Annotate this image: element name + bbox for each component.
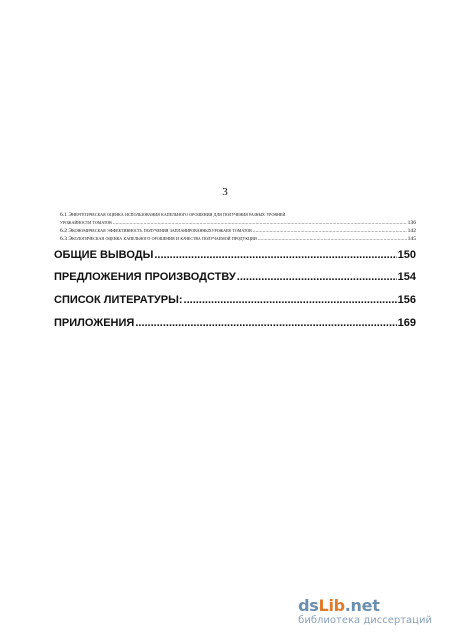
toc-item-bibliography: [54, 294, 416, 307]
watermark-logo-prefix: ds: [298, 596, 319, 615]
toc-page-number: 150: [397, 249, 416, 261]
toc-item-label: ПРЕДЛОЖЕНИЯ ПРОИЗВОДСТВУ: [54, 271, 236, 283]
toc-dot-leader: [253, 227, 407, 235]
toc-page-number: 136: [407, 220, 416, 226]
toc-subitem-6-1-line1: 6.1 Энергетическая оценка использования капельного орошения для получения разных уровней: [60, 212, 286, 218]
toc-dot-leader: [258, 235, 407, 243]
toc-subitem-label: 6.3 Экологическая оценка капельного орошения и качества получаемой продукции: [60, 236, 257, 242]
toc-dot-leader: [184, 294, 397, 307]
toc-subitem-6-3: [60, 235, 416, 243]
toc-page-number: 169: [397, 317, 416, 329]
watermark-logo-suffix: .net: [344, 596, 380, 615]
watermark-logo: [298, 598, 432, 614]
toc-page-number: 156: [397, 294, 416, 306]
toc-item-label: ПРИЛОЖЕНИЯ: [54, 317, 135, 329]
table-of-contents: [54, 211, 416, 330]
toc-item-appendices: [54, 317, 416, 330]
toc-page-number: 154: [397, 271, 416, 283]
toc-dot-leader: [154, 249, 396, 262]
watermark-caption: библиотека диссертаций: [298, 615, 432, 626]
toc-item-production-proposals: [54, 271, 416, 284]
toc-dot-leader: [113, 219, 407, 227]
toc-subitem-6-1-line2: урожайности томатов: [60, 220, 112, 226]
toc-subitem-6-2: [60, 227, 416, 235]
toc-page-number: 142: [407, 228, 416, 234]
toc-item-general-conclusions: [54, 249, 416, 262]
toc-subitem-6-1: [60, 211, 416, 227]
toc-subitem-label: 6.2 Экономическая эффективность получения запланированныхурожаев томатов: [60, 228, 252, 234]
toc-page-number: 145: [407, 236, 416, 242]
watermark: [298, 598, 432, 626]
watermark-logo-mid: Lib: [318, 596, 345, 615]
toc-item-label: СПИСОК ЛИТЕРАТУРЫ:: [54, 294, 183, 306]
page-number: 3: [222, 186, 228, 198]
toc-item-label: ОБЩИЕ ВЫВОДЫ: [54, 249, 154, 261]
toc-dot-leader: [237, 271, 397, 284]
toc-dot-leader: [135, 317, 396, 330]
